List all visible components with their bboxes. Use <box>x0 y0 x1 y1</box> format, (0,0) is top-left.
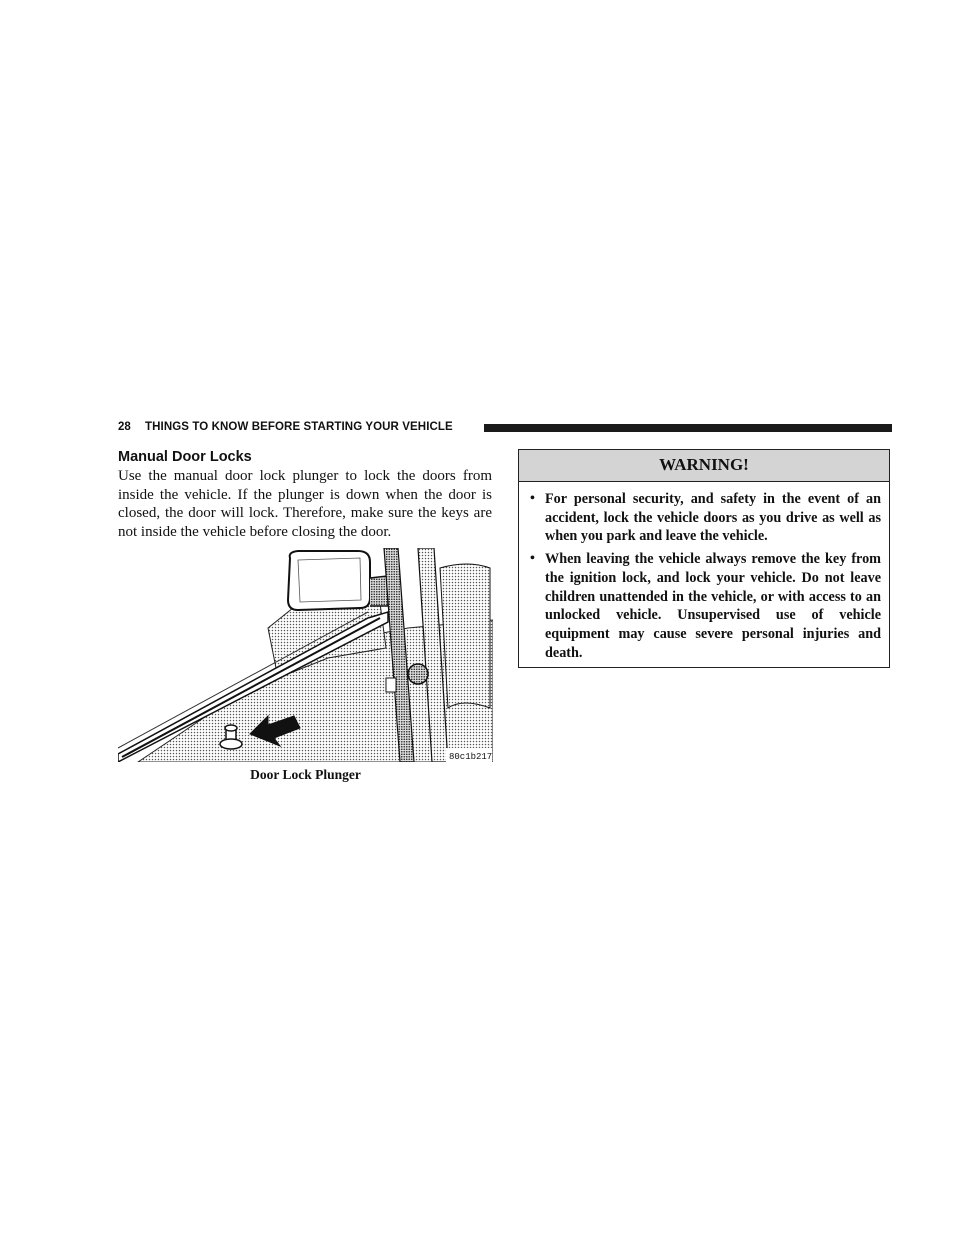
warning-item <box>527 490 881 546</box>
door-illustration-drawing <box>118 548 493 762</box>
warning-list <box>519 482 889 662</box>
page-header <box>118 420 892 436</box>
section-heading: Manual Door Locks <box>118 449 252 465</box>
bullet-icon: • <box>530 551 535 567</box>
warning-box <box>518 449 890 668</box>
chapter-title: THINGS TO KNOW BEFORE STARTING YOUR VEHICLE <box>145 421 453 433</box>
page-number: 28 <box>118 421 131 433</box>
warning-title: WARNING! <box>519 450 889 482</box>
warning-item-text: When leaving the vehicle always remove the key from the ignition lock, and lock your vehicle. Do not leave children unattended in the vehicle, or with access to an unlocked vehicle. Unsupervised use of vehicle equipment may cause severe personal injuries and death. <box>545 551 881 661</box>
door-lock-plunger-illustration <box>118 548 493 762</box>
figure-code: 80c1b217 <box>449 752 493 762</box>
warning-item-text: For personal security, and safety in the event of an accident, lock the vehicle doors as you drive as well as when you park and leave the vehicle. <box>545 491 881 545</box>
bullet-icon: • <box>530 491 535 506</box>
figure-caption: Door Lock Plunger <box>250 767 361 782</box>
section-body: Use the manual door lock plunger to lock the doors from inside the vehicle. If the plunger is down when the door is closed, the door will lock. Therefore, make sure the keys are not inside the vehicle before closing the door. <box>118 468 492 540</box>
warning-item <box>527 550 881 662</box>
header-rule <box>484 424 892 432</box>
